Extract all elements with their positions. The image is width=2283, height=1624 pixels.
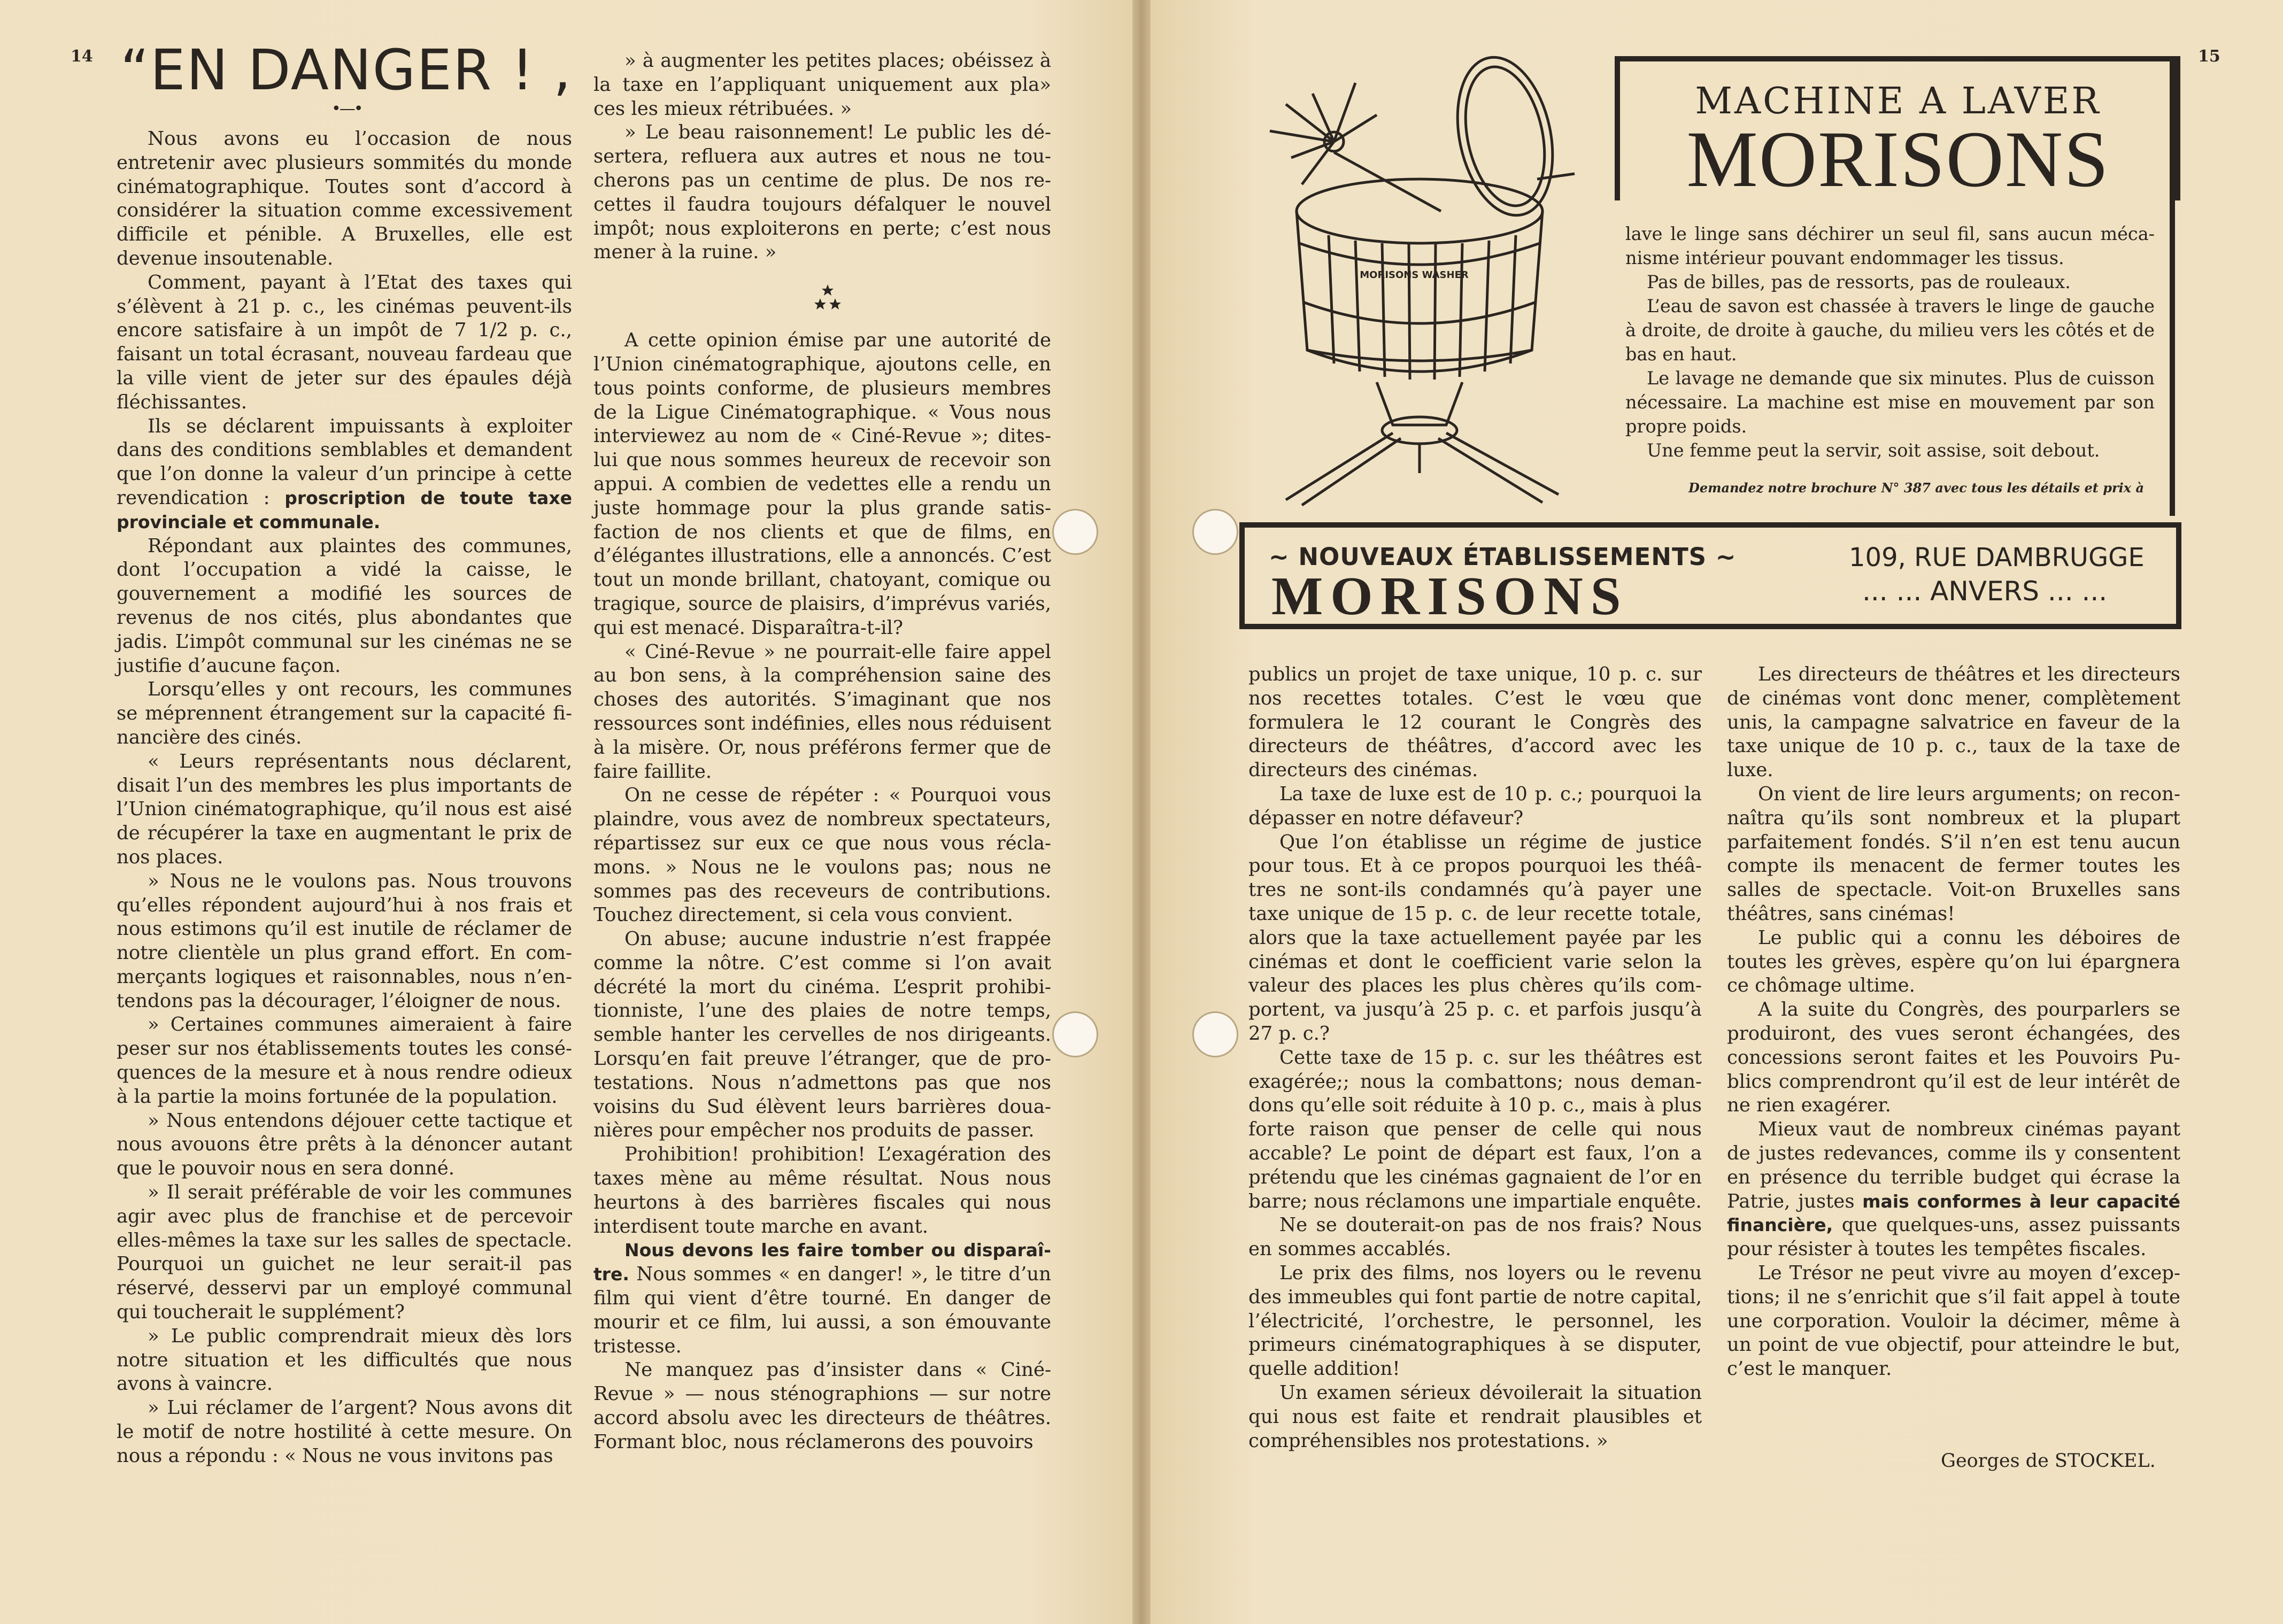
author-signature: Georges de STOCKEL. xyxy=(1941,1450,2156,1472)
paragraph: publics un projet de taxe unique, 10 p. c. sur nos recettes totales. C’est le vœu que formulera le 12 courant le Congrès des directeurs de théâtres, d’accord avec les directeurs des cinémas. xyxy=(1248,663,1702,782)
paragraph: Ne manquez pas d’insister dans « Ciné-Revue » — nous sténographions — sur notre accord absolu avec les directeurs de théâtres. Formant bloc, nous réclamerons des pouvoirs xyxy=(593,1359,1051,1453)
paragraph-text: Ils se déclarent impuissants à exploiter dans des conditions semblables et demandent que l’on donne la valeur d’un principe à cette revendication : xyxy=(117,415,572,509)
article-title: “EN DANGER ! , xyxy=(120,37,573,103)
ad-paragraph: Pas de billes, pas de ressorts, pas de rouleaux. xyxy=(1647,272,2071,292)
paragraph: On ne cesse de répéter : « Pourquoi vous plaindre, vous avez de nombreux spectateurs, répartissez sur eux ce que nous vous réclamons. » Nous ne le voulons pas; nous ne sommes pas des receveurs de contributions. Touchez directement, si cela vous convient. xyxy=(593,784,1051,926)
ad-headline-2: MORISONS xyxy=(1686,115,2110,204)
paragraph: Le prix des films, nos loyers ou le revenu des immeubles qui font partie de notre capital, l’électricité, l’orchestre, le personnel, les primeurs cinématographiques à se disputer, quelle addition! xyxy=(1248,1262,1702,1380)
paragraph: » Le public comprendrait mieux dès lors notre situation et les difficultés que nous avons à vaincre. xyxy=(117,1325,572,1395)
paragraph-text: Nous sommes « en danger! », le titre d’un film qui vient d’être tourné. En danger de mourir et ce film, lui aussi, a son émouvante tristesse. xyxy=(593,1263,1051,1357)
article-column-1 xyxy=(117,127,572,1468)
title-ornament: •—• xyxy=(331,99,362,118)
punch-hole xyxy=(1052,1011,1098,1057)
paragraph: Ne se douterait-on pas de nos frais? Nous en sommes accablés. xyxy=(1248,1214,1702,1260)
article-column-4 xyxy=(1727,663,2180,1381)
punch-hole xyxy=(1052,509,1098,555)
asterism-ornament xyxy=(812,282,844,314)
paragraph-text: que quelques-uns, assez puissants pour résister à toutes les tempêtes fiscales. xyxy=(1727,1214,2180,1260)
paragraph: A cette opinion émise par une autorité de l’Union cinématographique, ajoutons celle, en tous points conforme, de plusieurs membres de la Ligue Cinématographique. « Vous nous interviewez au nom de « Ciné-Revue »; dites-lui que nous sommes heureux de recevoir son appui. A combien de vedettes elle a rendu un juste hommage pour la plus grande satisfaction de nos clients et que de films, en d’élégantes illustrations, elle a annoncés. C’est tout un monde brillant, chatoyant, comique ou tragique, source de plaisirs, d’imprévus variés, qui est menacé. Disparaîtra-t-il? xyxy=(593,329,1051,639)
paragraph: Comment, payant à l’Etat des taxes qui s’élèvent à 21 p. c., les cinémas peuvent-ils encore satisfaire à un impôt de 7 1/2 p. c., faisant un total écrasant, nouveau fardeau que la ville vient de jeter sur des épaules déjà fléchissantes. xyxy=(117,271,572,413)
paragraph: » à augmenter les petites places; obéissez à la taxe en l’appliquant uniquement aux pla» ces les mieux rétribuées. » xyxy=(593,50,1051,120)
article-column-3 xyxy=(1248,663,1702,1453)
paragraph: A la suite du Congrès, des pourparlers se produiront, des vues seront échangées, des concessions seront faites et les Pouvoirs Publics comprendront qu’il est de leur intérêt de ne rien exagérer. xyxy=(1727,999,2180,1117)
paragraph: » Nous ne le voulons pas. Nous trouvons qu’elles répondent aujourd’hui à nos frais et nous estimons qu’il est inutile de réclamer de notre clientèle un plus grand effort. En commerçants logiques et raisonnables, nous n’entendons pas la décourager, l’éloigner de nous. xyxy=(117,870,572,1012)
paragraph: On abuse; aucune industrie n’est frappée comme la nôtre. C’est comme si l’on avait décrété la mort du cinéma. L’esprit prohibitionniste, l’une des plaies de notre temps, semble hanter les cervelles de nos dirigeants. Lorsqu’en fait preuve l’étranger, que de protestations. Nous n’admettons pas que nos voisins du Sud élèvent leurs barrières douanières pour empêcher nos produits de passer. xyxy=(593,928,1051,1142)
washer-label: MORISONS WASHER xyxy=(1360,269,1469,281)
ad-brochure-note: Demandez notre brochure N° 387 avec tous les détails et prix à xyxy=(1688,480,2144,496)
paragraph: » Certaines communes aimeraient à faire peser sur nos établissements toutes les conséquences de la mesure et à nous rendre odieux à la partie la moins fortunée de la population. xyxy=(117,1014,572,1108)
bold-demand: proscription de toute taxe provinciale et communale. xyxy=(117,487,572,532)
paragraph: » Nous entendons déjouer cette tactique et nous avouons être prêts à la dénoncer autant que le pouvoir nous en sera donné. xyxy=(117,1109,572,1180)
paragraph: Que l’on établisse un régime de justice pour tous. Et à ce propos pourquoi les théâtres ne sont-ils condamnés qu’à payer une taxe unique de 15 p. c. de leur recette totale, alors que la taxe actuellement payée par les cinémas et dont le coefficient varie selon la valeur des places les plus chères qu’ils comportent, va jusqu’à 25 p. c. et parfois jusqu’à 27 p. c.? xyxy=(1248,831,1702,1045)
paragraph: « Leurs représentants nous déclarent, disait l’un des membres les plus importants de l’Union cinématographique, qu’il nous est aisé de récupérer la taxe en augmentant le prix de nos places. xyxy=(117,750,572,868)
paragraph: » Il serait préférable de voir les communes agir avec plus de franchise et de percevoir elles-mêmes la taxe sur les salles de spectacle. Pourquoi un guichet ne leur serait-il pas réservé, desservi par un employé communal qui toucherait le supplément? xyxy=(117,1181,572,1324)
paragraph: Lorsqu’elles y ont recours, les communes se méprennent étrangement sur la capacité financière des cinés. xyxy=(117,678,572,748)
establishment-name: MORISONS xyxy=(1271,566,1629,627)
paragraph: » Le beau raisonnement! Le public les désertera, refluera aux autres et nous ne toucherons pas un centime de plus. De nos recettes il faudra toujours défalquer le nouvel impôt; nous exploiterons en perte; c’est nous mener à la ruine. » xyxy=(593,121,1051,264)
bold-call-to-action: Nous devons les faire tomber ou disparaître. xyxy=(593,1240,1051,1285)
paragraph: » Lui réclamer de l’argent? Nous avons dit le motif de notre hostilité à cette mesure. On nous a répondu : « Nous ne vous invitons pas xyxy=(117,1397,572,1467)
establishment-box xyxy=(1239,522,2181,629)
establishment-street: 109, RUE DAMBRUGGE xyxy=(1849,543,2145,573)
establishment-label: ~ NOUVEAUX ÉTABLISSEMENTS ~ xyxy=(1269,543,1737,571)
ad-paragraph: Une femme peut la servir, soit assise, soit debout. xyxy=(1647,440,2100,461)
page-number-right: 15 xyxy=(2198,47,2220,66)
ad-paragraph: lave le linge sans déchirer un seul fil, sans aucun mécanisme intérieur pouvant endommager les tissus. xyxy=(1625,223,2155,268)
washing-machine-illustration xyxy=(1254,51,1585,511)
ad-frame-right xyxy=(2170,56,2175,516)
paragraph: Cette taxe de 15 p. c. sur les théâtres est exagérée;; nous la combattons; nous demandons qu’elle soit réduite à 10 p. c., mais à plus forte raison que penser de celle qui nous accable? Le point de départ est faux, l’on a prétendu que les cinémas gagnaient de l’or en barre; nous réclamons une impartiale enquête. xyxy=(1248,1046,1702,1212)
paragraph: Nous avons eu l’occasion de nous entretenir avec plusieurs sommités du monde cinématographique. Toutes sont d’accord à considérer la situation comme excessivement difficile et pénible. A Bruxelles, elle est devenue insoutenable. xyxy=(117,128,572,269)
ad-paragraph: L’eau de savon est chassée à travers le linge de gauche à droite, de droite à gauche, du milieu vers les côtés et de bas en haut. xyxy=(1625,296,2155,365)
page-number-left: 14 xyxy=(71,47,93,66)
punch-hole xyxy=(1192,1011,1238,1057)
article-column-2 xyxy=(593,49,1051,1455)
paragraph: Les directeurs de théâtres et les directeurs de cinémas vont donc mener, complètement unis, la campagne salvatrice en faveur de la taxe unique de 10 p. c., taux de la taxe de luxe. xyxy=(1727,663,2180,782)
paragraph: Le public qui a connu les déboires de toutes les grèves, espère qu’on lui épargnera ce chômage ultime. xyxy=(1727,926,2180,997)
paragraph xyxy=(593,1239,1051,1358)
ad-body xyxy=(1625,222,2155,462)
punch-hole xyxy=(1192,509,1238,555)
paragraph: Un examen sérieux dévoilerait la situation qui nous est faite et rendrait plausibles et compréhensibles nos protestations. » xyxy=(1248,1381,1702,1452)
paragraph: Prohibition! prohibition! L’exagération des taxes mène au même résultat. Nous nous heurtons à des barrières fiscales qui nous interdisent toute marche en avant. xyxy=(593,1143,1051,1238)
paragraph: « Ciné-Revue » ne pourrait-elle faire appel au bon sens, à la compréhension saine des choses des autorités. S’imaginant que nos ressources sont indéfinies, elles nous réduisent à la misère. Or, nous préférons fermer que de faire faillite. xyxy=(593,640,1051,783)
paragraph: La taxe de luxe est de 10 p. c.; pourquoi la dépasser en notre défaveur? xyxy=(1248,783,1702,829)
book-gutter xyxy=(1132,0,1151,1624)
paragraph xyxy=(1727,1118,2180,1262)
bold-phrase: mais conformes à leur capacité financière, xyxy=(1727,1190,2180,1236)
paragraph: On vient de lire leurs arguments; on reconnaîtra qu’ils sont nombreux et la plupart parfaitement fondés. S’il n’en est tenu aucun compte ils menacent de fermer toutes les salles de spectacle. Voit-on Bruxelles sans théâtres, sans cinémas! xyxy=(1727,783,2180,925)
ad-headline-1: MACHINE A LAVER xyxy=(1695,80,2101,122)
ad-paragraph: Le lavage ne demande que six minutes. Plus de cuisson nécessaire. La machine est mise en mouvement par son propre poids. xyxy=(1625,368,2155,437)
paragraph-text: Mieux vaut de nombreux cinémas payant de justes redevances, comme ils y consentent en présence du terrible budget qui écrase la Patrie, justes xyxy=(1727,1118,2180,1212)
paragraph: Le Trésor ne peut vivre au moyen d’exceptions; il ne s’enrichit que s’il fait appel à toute une corporation. Vouloir la décimer, même à un point de vue objectif, pour atteindre le but, c’est le manquer. xyxy=(1727,1262,2180,1380)
establishment-city: ... ... ANVERS ... ... xyxy=(1862,576,2108,607)
paragraph: Répondant aux plaintes des communes, dont l’occupation a vidé la caisse, le gouvernement a modifié les sources de revenus de nos cités, plus abondantes que jadis. L’impôt communal sur les cinémas ne se justifie d’aucune façon. xyxy=(117,535,572,677)
paragraph xyxy=(117,415,572,535)
